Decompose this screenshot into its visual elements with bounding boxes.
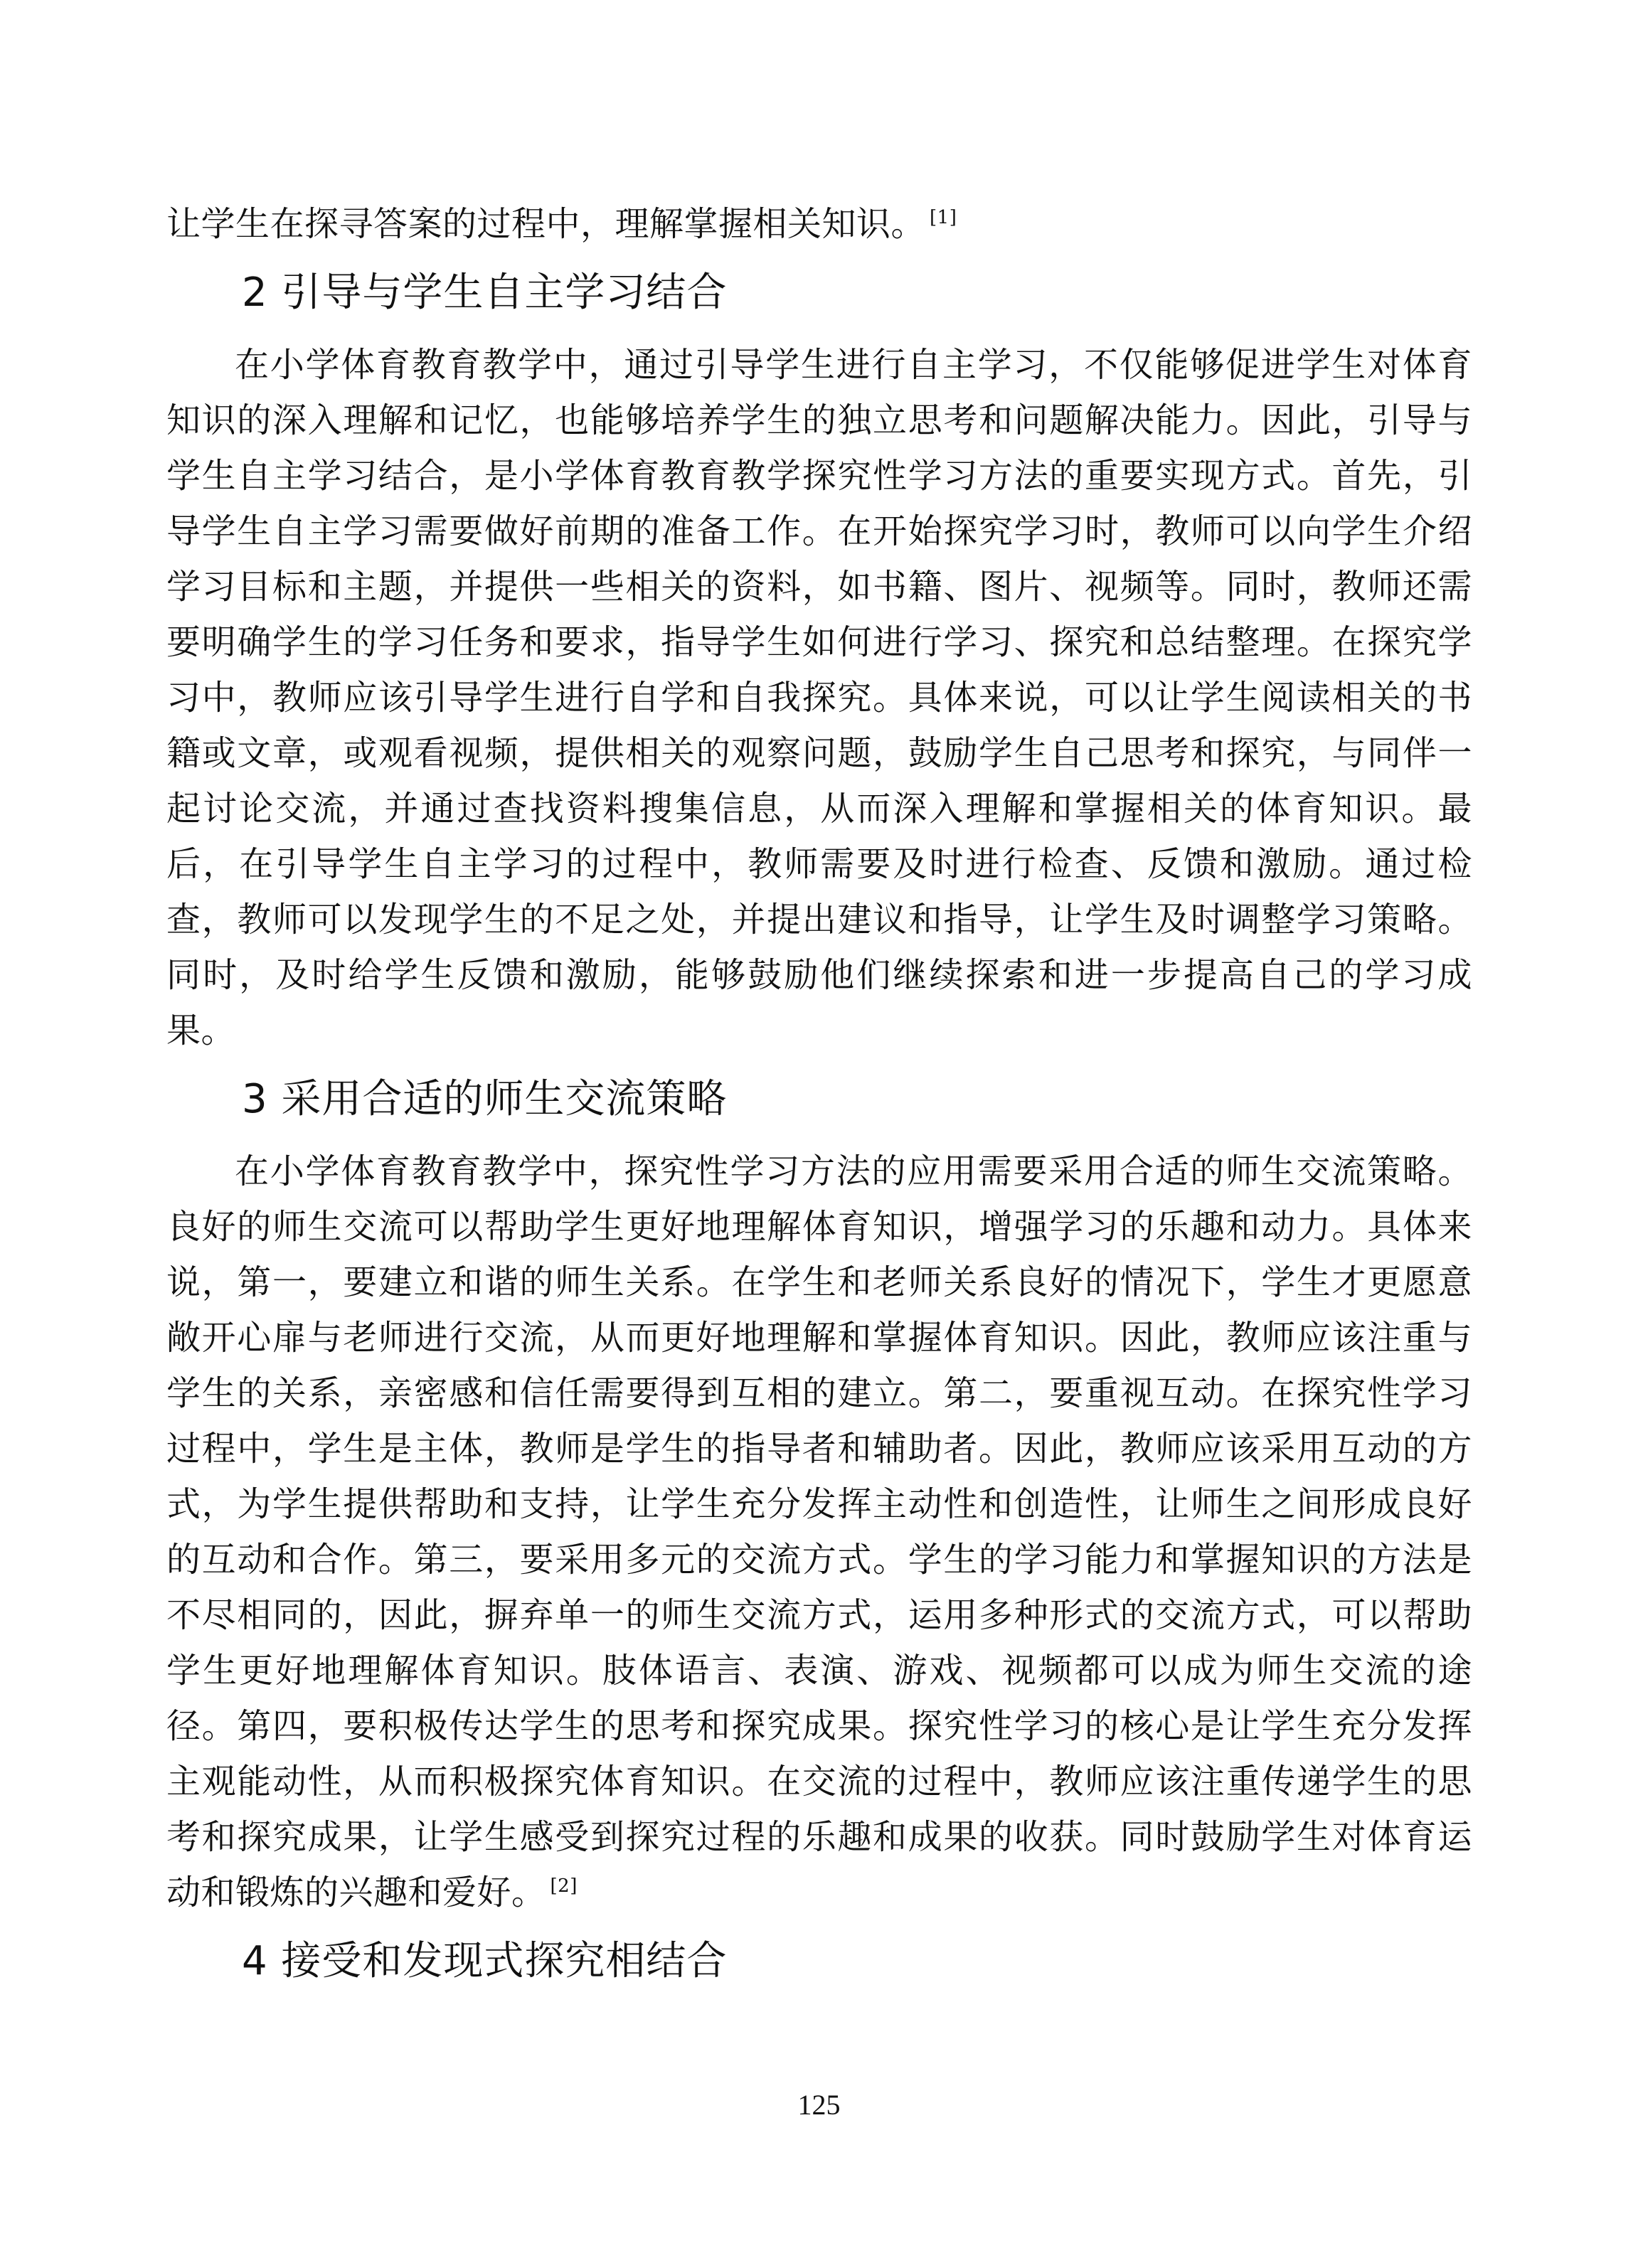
intro-citation: [1] (930, 207, 957, 228)
section-3-citation: [2] (550, 1875, 578, 1897)
page-number: 125 (797, 2089, 841, 2121)
section-3-text: 在小学体育教育教学中，探究性学习方法的应用需要采用合适的师生交流策略。良好的师生交流可以帮助学生更好地理解体育知识，增强学习的乐趣和动力。具体来说，第一，要建立和谐的师生关系。在学生和老师关系良好的情况下，学生才更愿意敞开心扉与老师进行交流，从而更好地理解和掌握体育知识。因此，教师应该注重与学生的关系，亲密感和信任需要得到互相的建立。第二，要重视互动。在探究性学习过程中，学生是主体，教师是学生的指导者和辅助者。因此，教师应该采用互动的方式，为学生提供帮助和支持，让学生充分发挥主动性和创造性，让师生之间形成良好的互动和合作。第三，要采用多元的交流方式。学生的学习能力和掌握知识的方法是不尽相同的，因此，摒弃单一的师生交流方式，运用多种形式的交流方式，可以帮助学生更好地理解体育知识。肢体语言、表演、游戏、视频都可以成为师生交流的途径。第四，要积极传达学生的思考和探究成果。探究性学习的核心是让学生充分发挥主观能动性，从而积极探究体育知识。在交流的过程中，教师应该注重传递学生的思考和探究成果，让学生感受到探究过程的乐趣和成果的收获。同时鼓励学生对体育运动和锻炼的兴趣和爱好。 (166, 1151, 1472, 1912)
section-3-paragraph (166, 1144, 1472, 1920)
intro-paragraph (166, 196, 1472, 252)
section-3-heading: 3 采用合适的师生交流策略 (242, 1076, 728, 1122)
section-4-heading: 4 接受和发现式探究相结合 (242, 1938, 728, 1984)
section-2-paragraph: 在小学体育教育教学中，通过引导学生进行自主学习，不仅能够促进学生对体育知识的深入理解和记忆，也能够培养学生的独立思考和问题解决能力。因此，引导与学生自主学习结合，是小学体育教育教学探究性学习方法的重要实现方式。首先，引导学生自主学习需要做好前期的准备工作。在开始探究学习时，教师可以向学生介绍学习目标和主题，并提供一些相关的资料，如书籍、图片、视频等。同时，教师还需要明确学生的学习任务和要求，指导学生如何进行学习、探究和总结整理。在探究学习中，教师应该引导学生进行自学和自我探究。具体来说，可以让学生阅读相关的书籍或文章，或观看视频，提供相关的观察问题，鼓励学生自己思考和探究，与同伴一起讨论交流，并通过查找资料搜集信息，从而深入理解和掌握相关的体育知识。最后，在引导学生自主学习的过程中，教师需要及时进行检查、反馈和激励。通过检查，教师可以发现学生的不足之处，并提出建议和指导，让学生及时调整学习策略。同时，及时给学生反馈和激励，能够鼓励他们继续探索和进一步提高自己的学习成果。 (166, 345, 1472, 1050)
text-column (166, 196, 1472, 2006)
section-2-heading: 2 引导与学生自主学习结合 (242, 270, 728, 316)
intro-text: 让学生在探寻答案的过程中，理解掌握相关知识。 (166, 204, 926, 244)
